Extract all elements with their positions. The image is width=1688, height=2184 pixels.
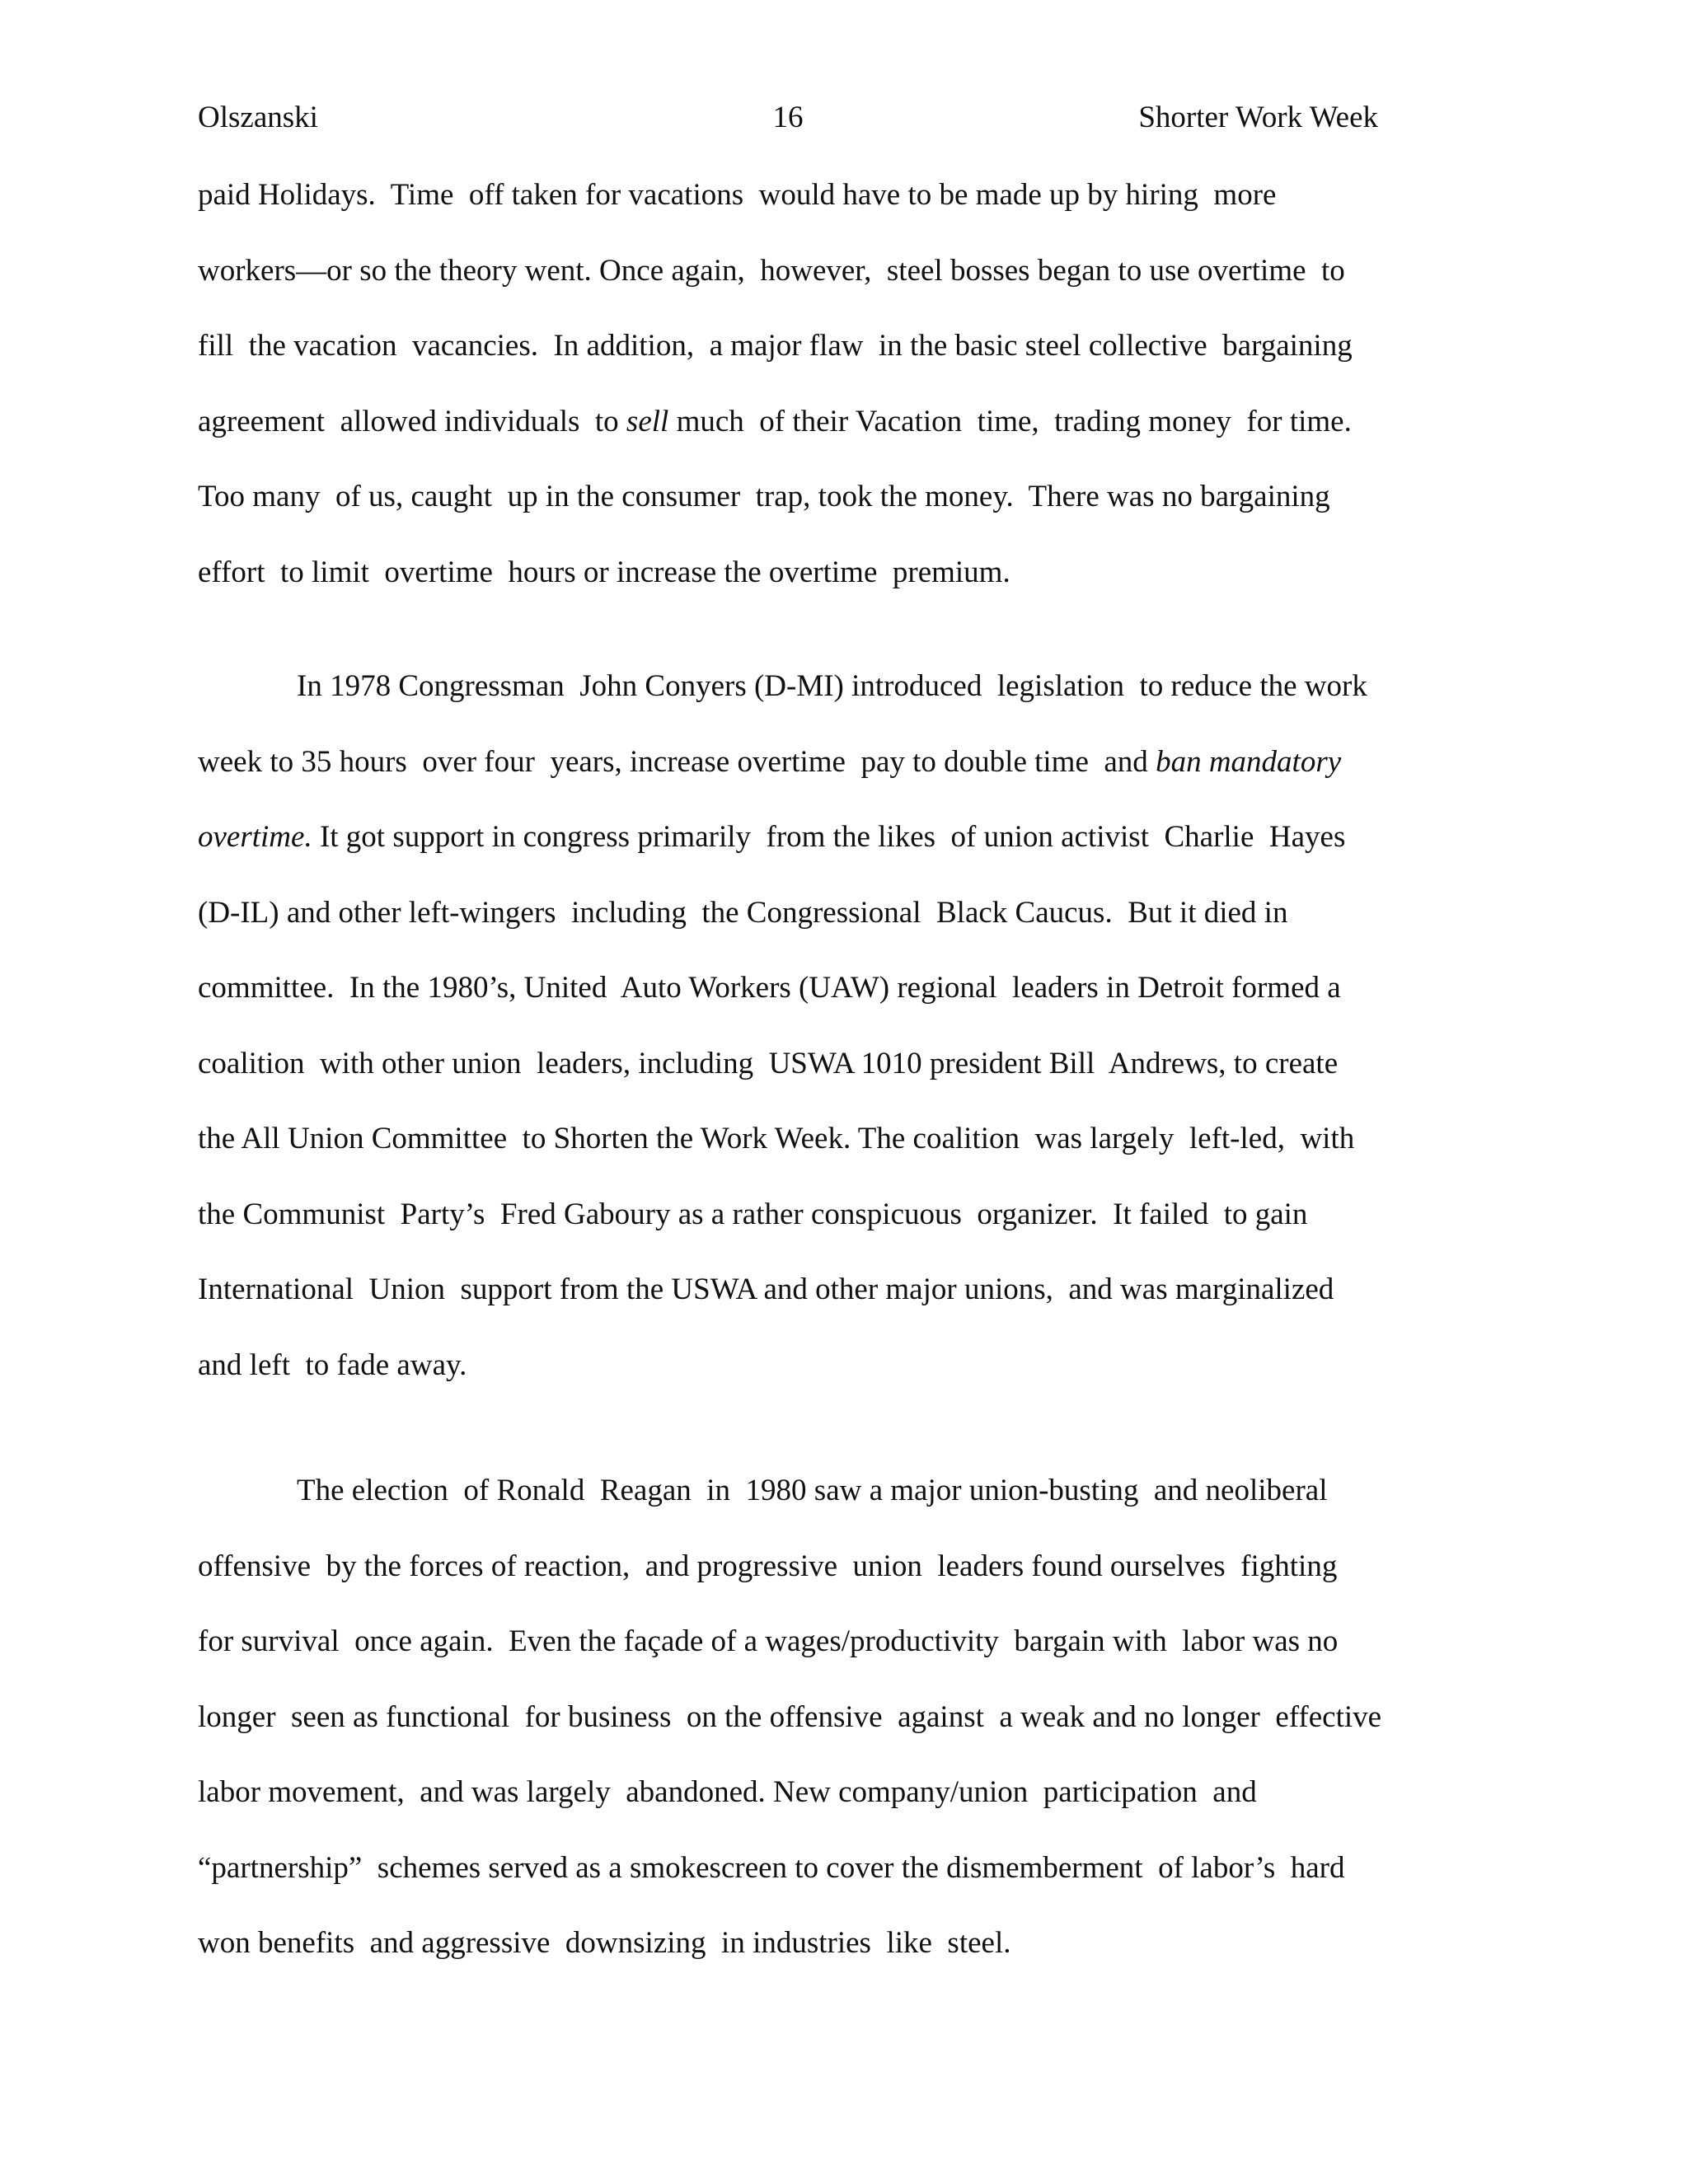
emphasized-text: overtime. [198,820,312,854]
paragraph-line: workers—or so the theory went. Once again, however, steel bosses began to use overtime to [198,253,1345,288]
paragraph-line [198,742,1341,783]
line-text: much of their Vacation time, trading money for time. [668,404,1352,438]
header-short-title: Shorter Work Week [1138,101,1378,134]
paragraph-line: won benefits and aggressive downsizing in industries like steel. [198,1926,1011,1960]
paragraph-line: (D-IL) and other left-wingers including the Congressional Black Caucus. But it died in [198,895,1288,930]
emphasized-text: sell [626,404,669,438]
paragraph-line: for survival once again. Even the façade of a wages/productivity bargain with labor was no [198,1624,1339,1658]
header-author: Olszanski [198,101,318,134]
line-text: agreement allowed individuals to [198,404,626,438]
paragraph-line: and left to fade away. [198,1347,467,1382]
emphasized-text: ban mandatory [1156,744,1342,779]
paragraph-line: International Union support from the USWA and other major unions, and was marginalized [198,1272,1334,1306]
line-text: week to 35 hours over four years, increase overtime pay to double time and [198,744,1156,779]
paragraph-line: effort to limit overtime hours or increase the overtime premium. [198,555,1010,589]
paragraph-line: offensive by the forces of reaction, and progressive union leaders found ourselves fighting [198,1549,1338,1583]
header-page-number: 16 [772,101,804,134]
paragraph-line: Too many of us, caught up in the consumer trap, took the money. There was no bargaining [198,480,1330,513]
paragraph-line: The election of Ronald Reagan in 1980 saw a major union-busting and neoliberal [297,1474,1328,1507]
paragraph-line: longer seen as functional for business on the offensive against a weak and no longer effective [198,1699,1382,1734]
paragraph-line: coalition with other union leaders, including USWA 1010 president Bill Andrews, to create [198,1046,1339,1080]
paragraph-line: “partnership” schemes served as a smokescreen to cover the dismemberment of labor’s hard [198,1850,1345,1885]
paragraph-line: paid Holidays. Time off taken for vacations would have to be made up by hiring more [198,178,1277,212]
paragraph-line: the All Union Committee to Shorten the Work Week. The coalition was largely left-led, with [198,1122,1355,1155]
paragraph-line: In 1978 Congressman John Conyers (D-MI) introduced legislation to reduce the work [297,669,1367,703]
paragraph-line: labor movement, and was largely abandoned. New company/union participation and [198,1775,1257,1809]
paragraph-line [198,401,1352,443]
page-header [198,97,1378,138]
paragraph-line: committee. In the 1980’s, United Auto Workers (UAW) regional leaders in Detroit formed a [198,971,1341,1005]
paragraph-line: fill the vacation vacancies. In addition, a major flaw in the basic steel collective bargaining [198,329,1353,363]
paragraph-line: the Communist Party’s Fred Gaboury as a rather conspicuous organizer. It failed to gain [198,1197,1308,1231]
line-text: It got support in congress primarily from the likes of union activist Charlie Hayes [312,820,1346,854]
paragraph-line [198,817,1345,858]
